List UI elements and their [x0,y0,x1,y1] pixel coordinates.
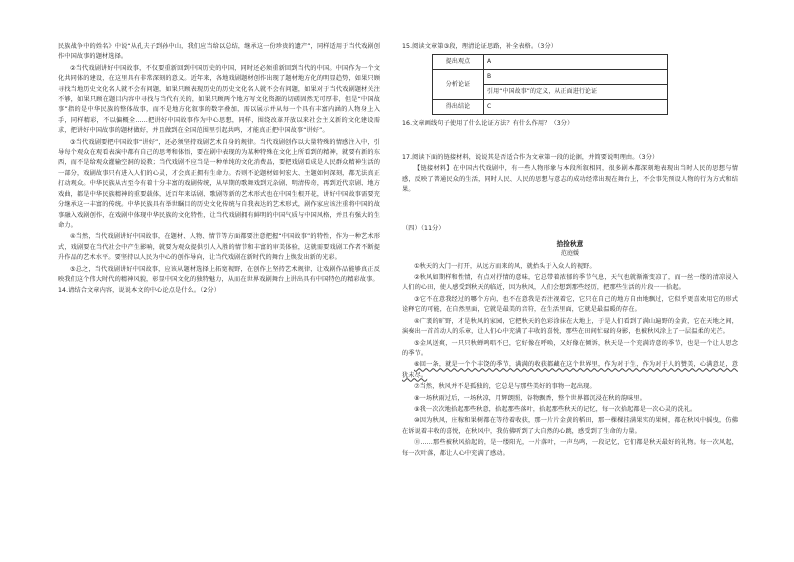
left-column [58,42,380,298]
paragraph-1: 民族战争中的姓名》中说“从孔夫子到孙中山，我们应当给以总结，继承这一份珍贵的遗产”，同样适用于当代戏剧创作中国故事的题材选择。 [58,43,380,61]
link-material: 【链接材料】在中国古代戏剧中，有一些人物形象与本段所叙相同，很多剧本都深刻地表现出当时人民的思想与情感，反映了普通民众的生活，同时人民、人民的思想与意志的成功经常出现在舞台上，不会事先预设人物的行为方式和结果。 [402,165,738,194]
essay-paragraph-4: ④广袤的旷野，才是秋风的家园，它把秋天的色彩涂抹在大地上，于是人们看到了满山遍野的金黄，它在天地之间，演奏出一首首动人的乐章，让人们心中充满了丰收的喜悦，那些在田间忙碌的身影，也被秋风涂上了一层温柔的光芒。 [402,317,738,336]
essay-paragraph-1: ①秋天的大门一打开，从远方而来的风，就抬头于入众人的视野。 [414,262,596,270]
essay-paragraph-3: ③它不在意我经过的哪个方向，也不在意我是否注视着它，它只在自己的地方自由地飘过，它似乎更喜欢用它的形式诠释它的可能，在自然里面，它就是最美的音符，在生活里面，它就是最温暖的存在。 [402,295,738,314]
table-cell-label: 分析论证 [433,70,484,100]
answer-space [402,196,738,218]
question-17: 17.阅读下面的链接材料，说说其是否适合作为文章第一段的论据，并简要说明理由。（3分） [402,153,659,161]
essay-paragraph-9: ⑨我一次次地拾起那些秋意，拾起那些落叶，拾起那些秋天的记忆，每一次拾起都是一次心灵的洗礼。 [414,405,697,413]
essay-paragraph-8: ⑧一场秋雨过后，一场秋凉，月辉朗照，谷物飘香，整个世界都沉浸在秋的韵味里。 [414,394,646,402]
table-row [433,100,668,115]
question-16: 16.文章画线句子使用了什么论证方法？有什么作用？（3分） [402,120,574,128]
right-column [402,42,738,460]
question-15: 15.阅读文章第③段，理清论证思路，补全表格。（3分） [402,43,558,50]
table-cell-value: 引用“中国故事”的定义，从正面进行论证 [484,85,668,100]
essay-paragraph-7: ⑦当然，秋风并不是孤独的，它总是与那些美好的事物一起出现。 [414,383,596,391]
table-cell-value: A [484,55,668,70]
question-14: 14.请结合文章内容，说说本文的中心论点是什么。（2分） [58,287,220,295]
paragraph-2: ②当代戏剧讲好中国故事，不仅要重新回到中国历史的中国，同时还必须重新回到当代的中国。中国作为一个文化共同体的建设，在这里具有非常深刻的意义。近年来，各地戏剧题材创作出现了题材地方化的明显趋势，如果只顾寻找当地历史文化名人就不会有问题，如果只顾表现历史的历史文化名人就不会有问题，如果对于当代戏剧题材关注不够，如果只顾在题目内容中寻找与当代有关的，如果只顾两个地方写文化资源的切磋固然无可厚非，但是“中国故事”指的是中华民族的整体故事，而不是地方化叙事的数字叠加，需以展示并从每一个具有丰富内涵的人物身上入手，同样精彩，不以偏概全……把讲好中国故事作为中心思想，同样，围绕改革开放以来社会主义新的文化建设需求，把讲好中国故事的题材做好，并且做到在全国范围里引起共鸣，才能真正把中国故事“讲好”。 [58,64,380,135]
essay-paragraph-6: ⑥回一条，就是一个个丰饶的季节，满满的收获都藏在这个世界里，作为对于生，作为对于人的赞美，心满意足，意犹未尽。 [402,361,738,379]
table-cell-value: B [484,70,668,85]
table-cell-value: C [484,100,668,115]
section-heading: （四）（11分） [402,225,445,233]
essay-author: 范庭媛 [560,250,580,258]
table-cell-label: 得出结论 [433,100,484,115]
essay-paragraph-11: ⑪……那些被秋风拾起的，是一缕阳光，一片落叶，一声鸟鸣，一段记忆，它们都是秋天最好的礼物。每一次风起，每一次叶落，都让人心中充满了感动。 [402,439,738,457]
essay-title: 拾捡秋意 [556,239,584,248]
paragraph-5: ⑤总之，当代戏剧讲好中国故事，应该从题材选择上拓宽视野，在创作上坚持艺术规律，让戏剧作品能够真正反映我们这个伟大时代的精神风貌，彰显中国文化的独特魅力，从而在世界戏剧舞台上讲出具有中国特色的精彩故事。 [58,265,380,283]
table-cell-label: 提出观点 [433,55,484,70]
paragraph-3: ③当代戏剧要把中国故事“讲好”，还必须坚持戏剧艺术自身的规律。当代戏剧创作以大量特殊的情感注入中，引导每个观众在观看表演中都有自己的思考和体悟，要在剧中表现的为某种特殊在文化上所看到的精神，就要有新的东西，而不是给观众灌输空洞的说教；当代戏剧不应当是一种单纯的文化消费品，要把戏剧看成是人民群众精神生活的一部分，戏剧故事只有进入人们的心灵，才会真正拥有生命力。否则不论题材如何宏大、主题如何深刻，都无法真正打动观众。中华民族从古至今有着十分丰富的戏剧传统，从早期的歌舞戏到元杂剧、明清传奇，再到近代京剧、地方戏曲，都是中华民族精神的重要载体，近百年来话剧、歌剧等新的艺术形式也在中国生根开花，讲好中国故事需要充分继承这一丰富的传统。中华民族具有举世瞩目的历史文化传统与自我表达的艺术形式，剧作家应该注重将中国的故事融入戏剧创作，在戏剧中体现中华民族的文化特性，让当代戏剧拥有鲜明的中国气质与中国风格，并且有强大的生命力。 [58,138,380,229]
argument-table [432,54,668,115]
essay-paragraph-10: ⑩因为秋风，庄稼和果树都在等待着收获，那一片片金黄的稻田，那一棵棵挂满果实的果树，都在秋风中摇曳，仿佛在诉说着丰收的喜悦，在秋风中，我仿佛听到了大自然的心跳，感受到了生命的力量。 [402,417,738,435]
table-row [433,55,668,70]
answer-space [402,131,738,153]
essay-paragraph-5: ⑤金风送爽，一只只秋蝉鸣唱不已，它好像在呼唤，又好像在倾诉，秋天是一个充满诗意的季节，也是一个让人思念的季节。 [402,339,738,357]
table-row [433,70,668,85]
paragraph-4: ④当然，当代戏剧讲好中国故事，在题材、人物、情节等方面都要注意把握“中国故事”的特性，作为一种艺术形式，戏剧要在当代社会中产生影响，就要为观众提供引人入胜的情节和丰富的审美体验，这就需要戏剧工作者不断提升作品的艺术水平。要坚持以人民为中心的创作导向，让当代戏剧在新时代的舞台上焕发出新的光彩。 [58,233,380,262]
essay-paragraph-2: ②秋风如期样和性情，有点对抒情的意味，它总带着浓郁的季节气息，天气也就渐渐变凉了，而一丝一缕的清凉浸入人们的心田，使人感受到秋天的临近，因为秋风，人们会想到那些经历，把那些生活的片段一一拾起。 [402,274,738,292]
